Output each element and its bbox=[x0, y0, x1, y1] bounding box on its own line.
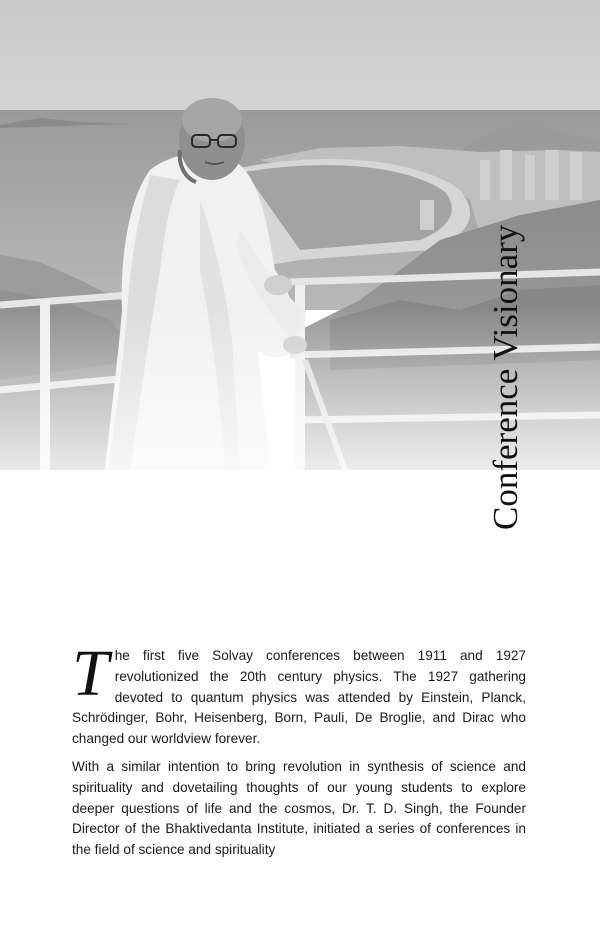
body-text bbox=[72, 637, 526, 861]
paragraph-1-text: he first five Solvay conferences between 1911 and 1927 revolutionized the 20th century physics. The 1927 gathering devoted to quantum physics was attended by Einstein, Planck, Schrödinger, Bohr, Heisenberg, Born, Pauli, De Broglie, and Dirac who changed our worldview forever. bbox=[72, 648, 526, 747]
paragraph-2-text: With a similar intention to bring revolution in synthesis of science and spirituality and dovetailing thoughts of our young students to explore deeper questions of life and the cosmos, Dr. T. D. Singh, the Founder Director of the Bhaktivedanta Institute, initiated a series of conferences in the field of science and spirituality bbox=[72, 758, 526, 858]
drop-cap: T bbox=[72, 637, 109, 710]
paragraph-1 bbox=[72, 637, 526, 750]
section-title: Conference Visionary bbox=[486, 224, 525, 530]
paragraph-2 bbox=[72, 757, 526, 861]
